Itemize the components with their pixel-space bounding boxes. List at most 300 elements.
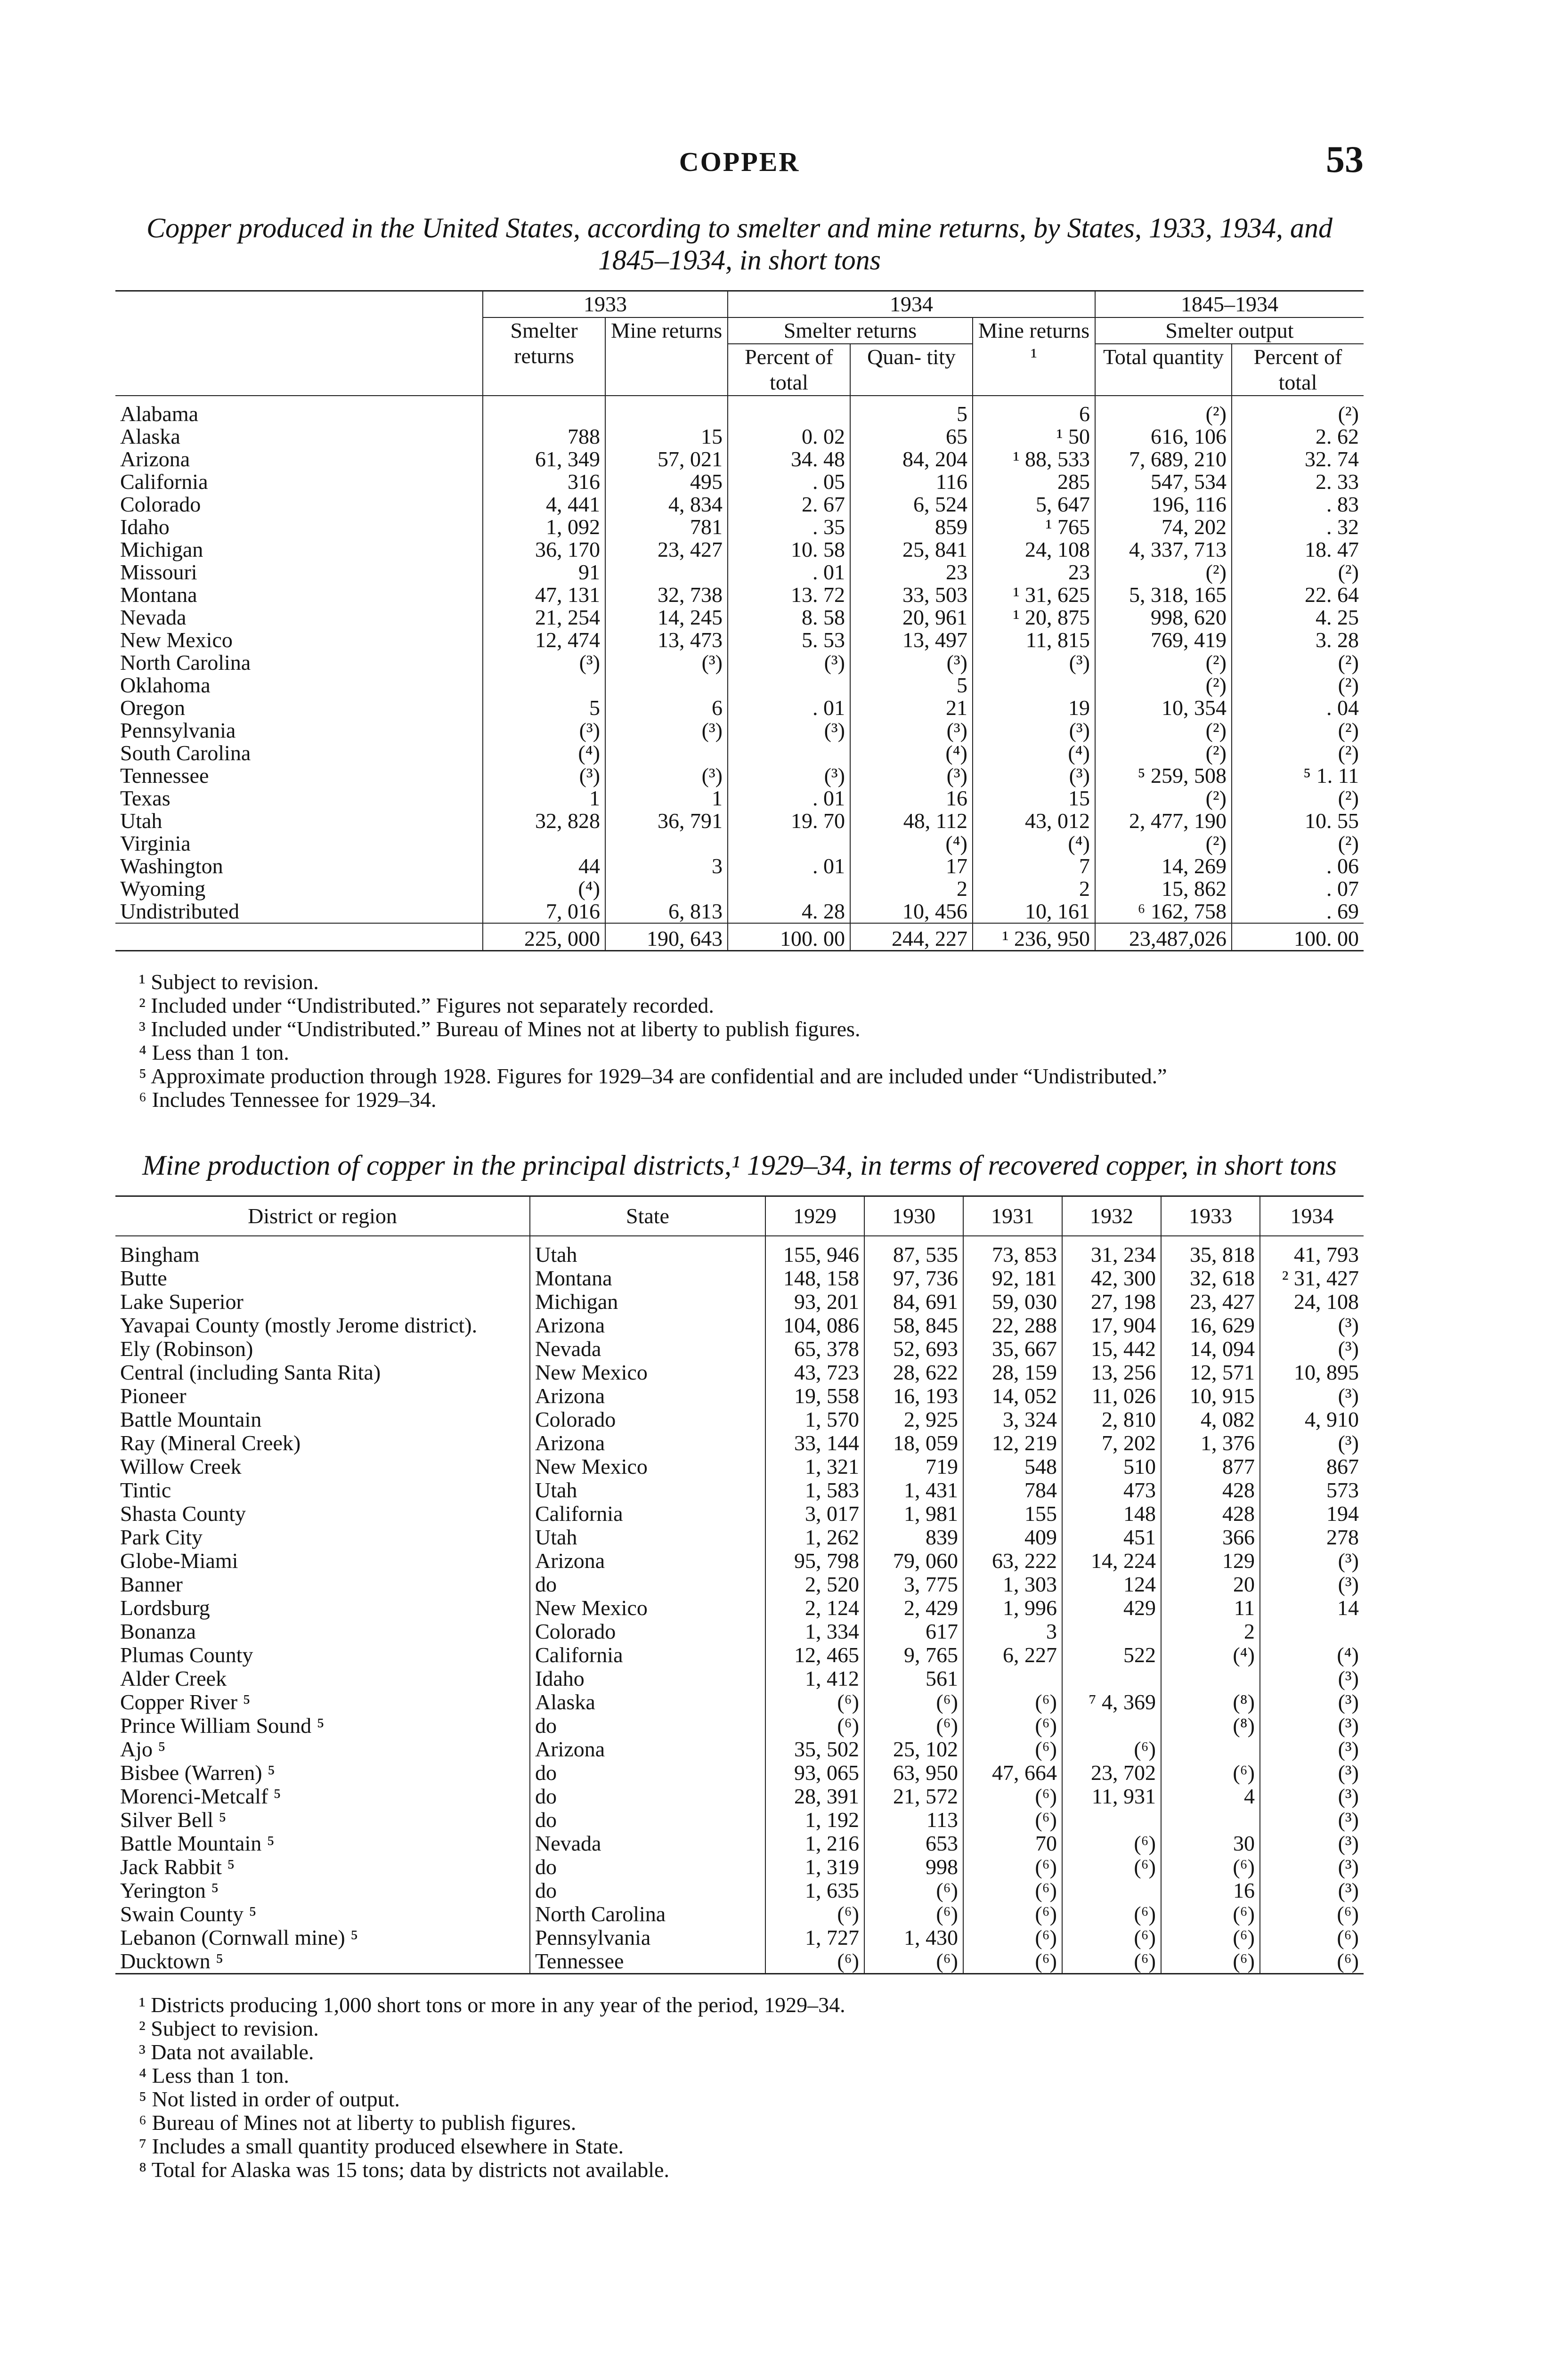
district-name: Lake Superior [120, 1290, 244, 1314]
cell-pt: (²) [1232, 396, 1364, 425]
header-smelter-returns-1933: Smelter returns [483, 317, 605, 396]
cell-y31: 22, 288 [963, 1314, 1062, 1337]
cell-m34: ¹ 765 [973, 516, 1095, 538]
table-row [115, 1431, 1364, 1455]
cell-y30: 25, 102 [864, 1738, 963, 1761]
cell-y29: 43, 723 [765, 1361, 864, 1384]
cell-tq: ⁶ 162, 758 [1095, 900, 1232, 923]
cell-m34: 43, 012 [973, 810, 1095, 832]
cell-m34: (³) [973, 719, 1095, 742]
state-name: Missouri [120, 560, 197, 584]
state-name: New Mexico [120, 628, 233, 652]
cell-m34: 23 [973, 561, 1095, 584]
cell-s33: (³) [483, 651, 605, 674]
table-row [115, 1714, 1364, 1738]
state-name: Michigan [120, 537, 203, 561]
header-percent-of-total-1934: Percent of total [728, 344, 850, 396]
cell-y32: 31, 234 [1062, 1236, 1161, 1267]
cell-y31: (⁶) [963, 1738, 1062, 1761]
cell-y30: (⁶) [864, 1902, 963, 1926]
state-name: Montana [120, 583, 197, 607]
footnote: ² Subject to revision. [139, 2016, 319, 2040]
state-name: Utah [530, 1236, 765, 1267]
cell-y34: (³) [1260, 1761, 1364, 1785]
state-name: North Carolina [530, 1902, 765, 1926]
cell-pt: ⁵ 1. 11 [1232, 764, 1364, 787]
state-name: New Mexico [530, 1361, 765, 1384]
cell-y30: 9, 765 [864, 1643, 963, 1667]
table-row [115, 697, 1364, 719]
cell-y32: (⁶) [1062, 1926, 1161, 1949]
cell-m34: (⁴) [973, 742, 1095, 764]
cell-p34 [728, 396, 850, 425]
total-q34: 244, 227 [850, 923, 973, 951]
table2-body [115, 1236, 1364, 1974]
cell-y34: (⁶) [1260, 1949, 1364, 1974]
cell-q34: 5 [850, 674, 973, 697]
cell-m34: 2 [973, 877, 1095, 900]
cell-pt: (²) [1232, 719, 1364, 742]
table-row [115, 1526, 1364, 1549]
cell-y34: (³) [1260, 1337, 1364, 1361]
cell-y30: (⁶) [864, 1949, 963, 1974]
cell-y32: 522 [1062, 1643, 1161, 1667]
header-1934: 1934 [728, 291, 1095, 318]
state-name: Arizona [120, 447, 190, 471]
table-row [115, 471, 1364, 493]
cell-y30: 18, 059 [864, 1431, 963, 1455]
cell-y31 [963, 1667, 1062, 1690]
cell-s33: (³) [483, 719, 605, 742]
state-name: Arizona [530, 1314, 765, 1337]
cell-y31: 3, 324 [963, 1408, 1062, 1431]
cell-y32: 14, 224 [1062, 1549, 1161, 1573]
total-tq: 23,487,026 [1095, 923, 1232, 951]
cell-y34: 24, 108 [1260, 1290, 1364, 1314]
cell-y32: 42, 300 [1062, 1267, 1161, 1290]
cell-s33: 61, 349 [483, 448, 605, 471]
district-name: Park City [120, 1525, 203, 1549]
table-row [115, 1384, 1364, 1408]
district-name: Battle Mountain [120, 1407, 262, 1431]
cell-p34: (³) [728, 764, 850, 787]
table-row [115, 674, 1364, 697]
cell-p34 [728, 742, 850, 764]
cell-y34: (³) [1260, 1667, 1364, 1690]
cell-y30: 617 [864, 1620, 963, 1643]
cell-y31: (⁶) [963, 1902, 1062, 1926]
cell-y32: (⁶) [1062, 1855, 1161, 1879]
column-header: State [530, 1196, 765, 1236]
state-name: Pennsylvania [120, 718, 236, 742]
district-name: Plumas County [120, 1643, 253, 1667]
cell-tq: (²) [1095, 396, 1232, 425]
cell-y30: 653 [864, 1832, 963, 1855]
cell-m33: 781 [605, 516, 728, 538]
cell-q34: 17 [850, 855, 973, 877]
state-name: do [530, 1714, 765, 1738]
header-1845-1934: 1845–1934 [1095, 291, 1364, 318]
cell-y29: 1, 412 [765, 1667, 864, 1690]
table-row [115, 561, 1364, 584]
cell-y29: 19, 558 [765, 1384, 864, 1408]
cell-y32: (⁶) [1062, 1832, 1161, 1855]
cell-y33: (⁸) [1161, 1714, 1260, 1738]
cell-y33: 30 [1161, 1832, 1260, 1855]
cell-s33: (⁴) [483, 877, 605, 900]
cell-y30: 2, 429 [864, 1596, 963, 1620]
cell-q34: (³) [850, 651, 973, 674]
cell-y29: 33, 144 [765, 1431, 864, 1455]
cell-p34 [728, 877, 850, 900]
cell-y33: 20 [1161, 1573, 1260, 1596]
cell-tq: 14, 269 [1095, 855, 1232, 877]
table-row [115, 538, 1364, 561]
cell-y29: 3, 017 [765, 1502, 864, 1526]
cell-q34: 859 [850, 516, 973, 538]
cell-y31: 59, 030 [963, 1290, 1062, 1314]
cell-y33: 877 [1161, 1455, 1260, 1478]
cell-y30: 719 [864, 1455, 963, 1478]
cell-y32: 17, 904 [1062, 1314, 1161, 1337]
cell-y32: 11, 931 [1062, 1785, 1161, 1808]
cell-y33: 366 [1161, 1526, 1260, 1549]
cell-y32: (⁶) [1062, 1902, 1161, 1926]
cell-pt: . 07 [1232, 877, 1364, 900]
cell-q34: (⁴) [850, 832, 973, 855]
cell-y34: 278 [1260, 1526, 1364, 1549]
state-name: Undistributed [120, 899, 239, 923]
cell-p34: 5. 53 [728, 629, 850, 651]
cell-y32: 15, 442 [1062, 1337, 1161, 1361]
cell-y33: 4, 082 [1161, 1408, 1260, 1431]
table-row [115, 1236, 1364, 1267]
cell-y29: 1, 262 [765, 1526, 864, 1549]
cell-m33 [605, 832, 728, 855]
state-name: Alabama [120, 402, 199, 426]
cell-tq: 2, 477, 190 [1095, 810, 1232, 832]
state-name: Oregon [120, 696, 185, 720]
table1-caption: Copper produced in the United States, according to smelter and mine returns, by States, 1933, 1934, and 1845–1934, in short tons [146, 212, 1333, 276]
cell-pt: 4. 25 [1232, 606, 1364, 629]
cell-y32 [1062, 1667, 1161, 1690]
cell-y32: 510 [1062, 1455, 1161, 1478]
cell-y30: 79, 060 [864, 1549, 963, 1573]
cell-y30: 1, 981 [864, 1502, 963, 1526]
table-row [115, 651, 1364, 674]
cell-y34: (³) [1260, 1573, 1364, 1596]
cell-tq: 196, 116 [1095, 493, 1232, 516]
state-name: Arizona [530, 1738, 765, 1761]
cell-y30: 87, 535 [864, 1236, 963, 1267]
cell-y33: (⁴) [1161, 1643, 1260, 1667]
cell-y31: (⁶) [963, 1855, 1062, 1879]
cell-y34: (³) [1260, 1832, 1364, 1855]
cell-y33: 35, 818 [1161, 1236, 1260, 1267]
table-row [115, 516, 1364, 538]
state-name: Tennessee [120, 763, 209, 788]
cell-m34: 5, 647 [973, 493, 1095, 516]
cell-p34: 2. 67 [728, 493, 850, 516]
footnote: ⁴ Less than 1 ton. [139, 2063, 289, 2087]
table-row [115, 900, 1364, 923]
table-row [115, 1643, 1364, 1667]
cell-y31: 28, 159 [963, 1361, 1062, 1384]
cell-y30: 1, 431 [864, 1478, 963, 1502]
cell-y31: 784 [963, 1478, 1062, 1502]
table-row [115, 1690, 1364, 1714]
cell-q34: 5 [850, 396, 973, 425]
cell-y30: 84, 691 [864, 1290, 963, 1314]
copper-by-district-table [115, 1195, 1364, 1974]
district-name: Willow Creek [120, 1454, 242, 1478]
cell-m34: (³) [973, 651, 1095, 674]
state-name: Alaska [120, 424, 180, 448]
cell-p34: . 01 [728, 697, 850, 719]
cell-y32: (⁶) [1062, 1738, 1161, 1761]
total-p34: 100. 00 [728, 923, 850, 951]
cell-y31: 548 [963, 1455, 1062, 1478]
state-name: Utah [120, 809, 162, 833]
state-name: Arizona [530, 1549, 765, 1573]
table-row [115, 1455, 1364, 1478]
table2-header-row [115, 1196, 1364, 1236]
cell-y29: 95, 798 [765, 1549, 864, 1573]
state-name: Arizona [530, 1431, 765, 1455]
cell-y33: 428 [1161, 1478, 1260, 1502]
cell-y31: (⁶) [963, 1690, 1062, 1714]
cell-p34: 8. 58 [728, 606, 850, 629]
cell-y32 [1062, 1714, 1161, 1738]
cell-m34 [973, 674, 1095, 697]
district-name: Lebanon (Cornwall mine) ⁵ [120, 1925, 358, 1949]
cell-tq: (²) [1095, 561, 1232, 584]
cell-q34: (³) [850, 719, 973, 742]
cell-y29: 1, 635 [765, 1879, 864, 1902]
cell-y31: (⁶) [963, 1714, 1062, 1738]
table-row [115, 1926, 1364, 1949]
cell-m33: (³) [605, 651, 728, 674]
cell-y31: 35, 667 [963, 1337, 1062, 1361]
table-row [115, 606, 1364, 629]
table-row [115, 1667, 1364, 1690]
cell-p34: 10. 58 [728, 538, 850, 561]
cell-y34: (³) [1260, 1431, 1364, 1455]
district-name: Butte [120, 1266, 167, 1290]
cell-y34: (⁴) [1260, 1643, 1364, 1667]
cell-y32: 7, 202 [1062, 1431, 1161, 1455]
district-name: Yerington ⁵ [120, 1878, 219, 1902]
state-name: New Mexico [530, 1455, 765, 1478]
cell-y33: (⁶) [1161, 1761, 1260, 1785]
cell-y31: (⁶) [963, 1879, 1062, 1902]
district-name: Battle Mountain ⁵ [120, 1831, 275, 1855]
state-name: Utah [530, 1478, 765, 1502]
cell-pt: (²) [1232, 651, 1364, 674]
table-row [115, 1808, 1364, 1832]
cell-y32: 124 [1062, 1573, 1161, 1596]
table-row [115, 629, 1364, 651]
cell-tq: 5, 318, 165 [1095, 584, 1232, 606]
cell-y30: 21, 572 [864, 1785, 963, 1808]
cell-q34: 16 [850, 787, 973, 810]
cell-y29: 2, 520 [765, 1573, 864, 1596]
cell-y29: 1, 334 [765, 1620, 864, 1643]
cell-y34: (³) [1260, 1785, 1364, 1808]
cell-y33: (⁶) [1161, 1926, 1260, 1949]
state-name: California [120, 470, 208, 494]
cell-tq: (²) [1095, 674, 1232, 697]
cell-m34: 19 [973, 697, 1095, 719]
cell-p34: . 01 [728, 561, 850, 584]
cell-y30: 113 [864, 1808, 963, 1832]
footnote: ⁶ Bureau of Mines not at liberty to publish figures. [139, 2111, 577, 2135]
footnote: ⁵ Approximate production through 1928. Figures for 1929–34 are confidential and are included under “Undistributed.” [139, 1064, 1167, 1088]
footnote: ⁷ Includes a small quantity produced elsewhere in State. [139, 2134, 624, 2158]
footnote: ⁵ Not listed in order of output. [139, 2087, 400, 2111]
cell-m34: 24, 108 [973, 538, 1095, 561]
cell-m33: 495 [605, 471, 728, 493]
cell-y31: 3 [963, 1620, 1062, 1643]
table-row [115, 1949, 1364, 1974]
cell-y30: 998 [864, 1855, 963, 1879]
cell-m33 [605, 561, 728, 584]
cell-tq: (²) [1095, 832, 1232, 855]
state-name: Idaho [120, 515, 170, 539]
cell-y30: 52, 693 [864, 1337, 963, 1361]
state-name: Michigan [530, 1290, 765, 1314]
footnote: ¹ Districts producing 1,000 short tons or more in any year of the period, 1929–34. [139, 1993, 845, 2017]
cell-pt: 18. 47 [1232, 538, 1364, 561]
cell-pt: (²) [1232, 674, 1364, 697]
cell-y29: 93, 201 [765, 1290, 864, 1314]
header-smelter-returns-1934: Smelter returns [728, 317, 973, 344]
district-name: Ajo ⁵ [120, 1737, 166, 1761]
footnote: ¹ Subject to revision. [139, 970, 319, 994]
cell-pt: 2. 62 [1232, 425, 1364, 448]
district-name: Bingham [120, 1242, 200, 1267]
table-row [115, 1761, 1364, 1785]
cell-s33: 32, 828 [483, 810, 605, 832]
cell-s33 [483, 674, 605, 697]
cell-p34: (³) [728, 719, 850, 742]
cell-q34: 2 [850, 877, 973, 900]
cell-y32 [1062, 1808, 1161, 1832]
cell-q34: 25, 841 [850, 538, 973, 561]
cell-y34: (³) [1260, 1314, 1364, 1337]
cell-s33: 316 [483, 471, 605, 493]
cell-p34: . 35 [728, 516, 850, 538]
cell-y32: 11, 026 [1062, 1384, 1161, 1408]
cell-y34: (³) [1260, 1879, 1364, 1902]
cell-pt: 22. 64 [1232, 584, 1364, 606]
cell-y31: 63, 222 [963, 1549, 1062, 1573]
table-row [115, 1314, 1364, 1337]
cell-q34: 13, 497 [850, 629, 973, 651]
cell-tq: 15, 862 [1095, 877, 1232, 900]
table-row [115, 1573, 1364, 1596]
cell-y32: 13, 256 [1062, 1361, 1161, 1384]
cell-y34: 10, 895 [1260, 1361, 1364, 1384]
cell-y30: 16, 193 [864, 1384, 963, 1408]
cell-y33: 428 [1161, 1502, 1260, 1526]
cell-m34: (³) [973, 764, 1095, 787]
cell-pt: . 69 [1232, 900, 1364, 923]
district-name: Morenci-Metcalf ⁵ [120, 1784, 281, 1808]
cell-y33: 16, 629 [1161, 1314, 1260, 1337]
cell-m34: 6 [973, 396, 1095, 425]
footnote: ³ Data not available. [139, 2040, 314, 2064]
table-row [115, 1361, 1364, 1384]
table-row [115, 1408, 1364, 1431]
cell-p34 [728, 674, 850, 697]
cell-pt: . 06 [1232, 855, 1364, 877]
cell-y29: 65, 378 [765, 1337, 864, 1361]
cell-y33: 129 [1161, 1549, 1260, 1573]
cell-s33: 4, 441 [483, 493, 605, 516]
cell-m33: 6 [605, 697, 728, 719]
table-row [115, 764, 1364, 787]
cell-m33 [605, 742, 728, 764]
cell-y30: 58, 845 [864, 1314, 963, 1337]
district-name: Banner [120, 1572, 183, 1596]
cell-y29: 35, 502 [765, 1738, 864, 1761]
header-total-quantity: Total quantity [1095, 344, 1232, 396]
cell-m33: 23, 427 [605, 538, 728, 561]
cell-y31: 14, 052 [963, 1384, 1062, 1408]
cell-y31: 73, 853 [963, 1236, 1062, 1267]
state-name: Nevada [530, 1337, 765, 1361]
cell-y34: (³) [1260, 1855, 1364, 1879]
state-name: Colorado [530, 1408, 765, 1431]
table-row [115, 1337, 1364, 1361]
cell-s33: 1, 092 [483, 516, 605, 538]
cell-y31: 47, 664 [963, 1761, 1062, 1785]
table-row [115, 1855, 1364, 1879]
cell-tq: 616, 106 [1095, 425, 1232, 448]
cell-y29: 93, 065 [765, 1761, 864, 1785]
state-name: Virginia [120, 831, 191, 855]
cell-y33: 23, 427 [1161, 1290, 1260, 1314]
state-name: Oklahoma [120, 673, 211, 697]
cell-m33 [605, 396, 728, 425]
cell-tq: 7, 689, 210 [1095, 448, 1232, 471]
district-name: Bisbee (Warren) ⁵ [120, 1761, 276, 1785]
cell-y33: 4 [1161, 1785, 1260, 1808]
total-row [115, 923, 1364, 951]
cell-p34: 13. 72 [728, 584, 850, 606]
cell-s33: 7, 016 [483, 900, 605, 923]
total-s33: 225, 000 [483, 923, 605, 951]
cell-pt: 10. 55 [1232, 810, 1364, 832]
cell-y29: (⁶) [765, 1902, 864, 1926]
column-header: 1933 [1161, 1196, 1260, 1236]
table-row [115, 810, 1364, 832]
table-row [115, 1478, 1364, 1502]
cell-m33: 4, 834 [605, 493, 728, 516]
district-name: Swain County ⁵ [120, 1902, 257, 1926]
cell-y34: 41, 793 [1260, 1236, 1364, 1267]
state-name: Texas [120, 786, 171, 810]
state-name: Colorado [120, 492, 201, 516]
cell-y31: 1, 303 [963, 1573, 1062, 1596]
column-header: 1934 [1260, 1196, 1364, 1236]
footnote: ³ Included under “Undistributed.” Bureau of Mines not at liberty to publish figures. [139, 1017, 861, 1041]
district-name: Copper River ⁵ [120, 1690, 251, 1714]
cell-tq: 769, 419 [1095, 629, 1232, 651]
cell-y32 [1062, 1620, 1161, 1643]
cell-tq: ⁵ 259, 508 [1095, 764, 1232, 787]
